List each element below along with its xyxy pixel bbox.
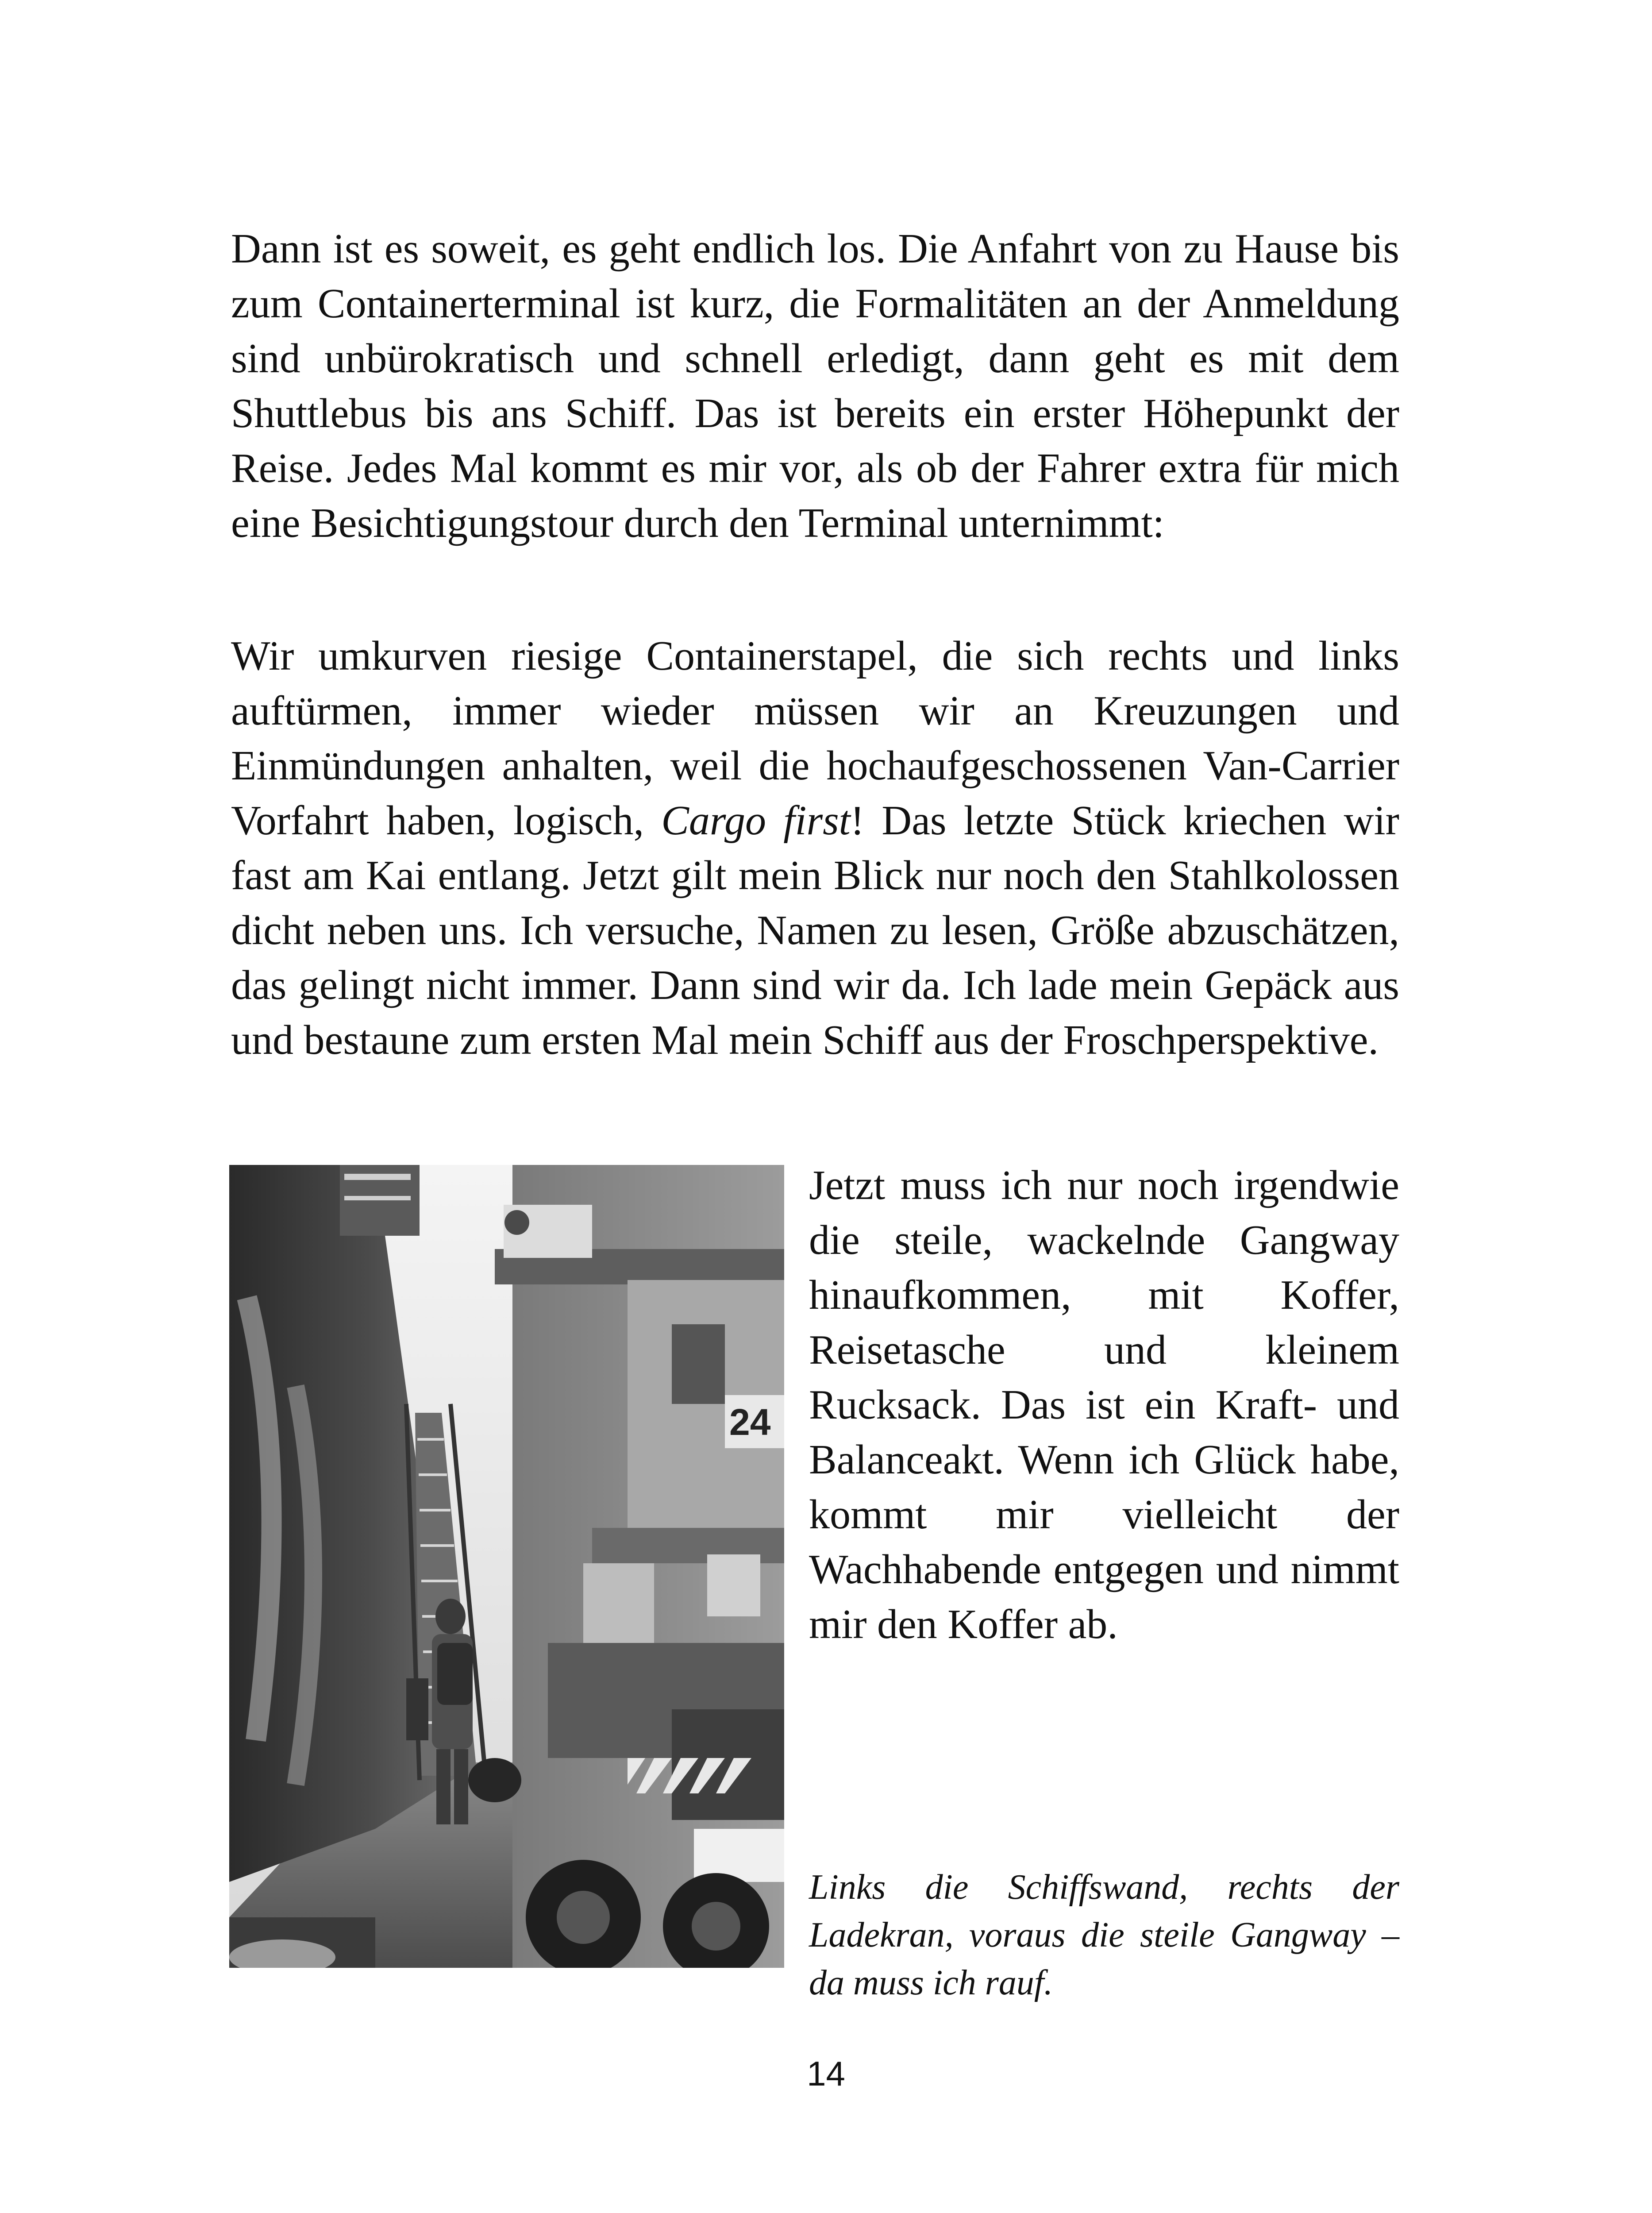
paragraph-text-end: ! Das letzte Stück kriechen wir fast am Kai entlang. Jetzt gilt mein Blick nur noch den Stahlkolossen dicht neben uns. Ich versuche, Namen zu lesen, Größe abzuschätzen, das gelingt nicht immer. Dann sind wir da. Ich lade mein Gepäck aus und bestaune zum ersten Mal mein Schiff aus der Froschperspektive. — [231, 798, 1399, 1063]
emphasis-cargo-first: Cargo first — [661, 798, 851, 844]
page-number: 14 — [807, 2054, 845, 2093]
photo-caption: Links die Schiffswand, rechts der Ladekran, voraus die steile Gangway – da muss ich rauf. — [809, 1868, 1399, 2002]
gangway-photo — [229, 1165, 784, 1968]
paragraph-text: Jetzt muss ich nur noch irgendwie die steile, wackelnde Gangway hinaufkommen, mit Koffer, Reisetasche und kleinem Rucksack. Das ist ein Kraft- und Balanceakt. Wenn ich Glück habe, kommt mir vielleicht der Wachhabende entgegen und nimmt mir den Koffer ab. — [809, 1162, 1399, 1647]
crane-number: 24 — [729, 1401, 771, 1443]
paragraph-text — [231, 628, 1399, 1068]
paragraph-text: Dann ist es soweit, es geht endlich los. Die Anfahrt von zu Hause bis zum Containerterminal ist kurz, die Formalitäten an der Anmeldung sind unbürokratisch und schnell erledigt, dann geht es mit dem Shuttlebus bis ans Schiff. Das ist bereits ein erster Höhepunkt der Reise. Jedes Mal kommt es mir vor, als ob der Fahrer extra für mich eine Besichtigungstour durch den Terminal unternimmt: — [231, 226, 1399, 546]
paragraph-gangway — [809, 1158, 1399, 1652]
paragraph-terminal-tour — [231, 628, 1399, 1068]
paragraph-arrival — [231, 221, 1399, 551]
paragraph-text-start: Wir umkurven riesige Containerstapel, die sich rechts und links auftürmen, immer wieder müssen wir an Kreuzungen und Einmündungen anhalten, weil die hochaufgeschossenen Van-Carrier Vorfahrt haben, logisch, — [231, 633, 1399, 844]
